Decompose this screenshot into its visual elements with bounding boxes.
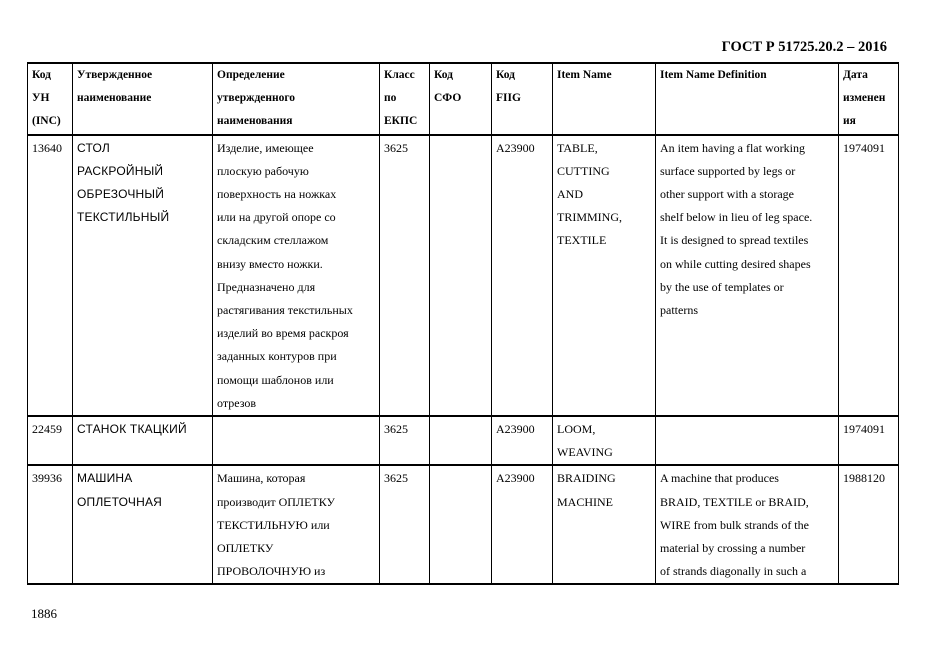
cell-item-name	[553, 465, 656, 584]
cell-line: Изделие, имеющее	[217, 140, 314, 155]
cell-fiig	[492, 135, 553, 416]
cell-line: BRAID, TEXTILE or BRAID,	[660, 494, 809, 509]
cell-class	[380, 465, 430, 584]
cell-line: растягивания текстильных	[217, 303, 353, 318]
cell-item-name	[553, 135, 656, 416]
cell-line: Машина, которая	[217, 471, 306, 486]
cell-fiig	[492, 416, 553, 465]
cell-line: WIRE from bulk strands of the	[660, 517, 809, 532]
cell-date	[839, 416, 899, 465]
column-header-inc	[28, 63, 73, 135]
column-header-approved-name	[73, 63, 213, 135]
cell-line: WEAVING	[557, 445, 613, 460]
cell-value: 13640	[32, 140, 62, 155]
cell-approved-name	[73, 465, 213, 584]
cell-value: 3625	[384, 422, 408, 437]
header-line: утвержденного	[217, 92, 296, 105]
column-header-date	[839, 63, 899, 135]
column-header-definition	[213, 63, 380, 135]
cell-item-definition	[656, 416, 839, 465]
cell-inc	[28, 135, 73, 416]
cell-item-name	[553, 416, 656, 465]
cell-line: изделий во время раскроя	[217, 326, 349, 341]
cell-value: 1974091	[843, 422, 885, 437]
cell-value: A23900	[496, 422, 535, 437]
header-line: по	[384, 92, 397, 105]
cell-line: patterns	[660, 303, 698, 318]
cell-definition	[213, 135, 380, 416]
cell-line: AND	[557, 187, 583, 202]
header-line: СФО	[434, 92, 462, 105]
item-names-table	[27, 62, 899, 585]
header-line: ия	[843, 115, 856, 128]
cell-fiig	[492, 465, 553, 584]
cell-inc	[28, 416, 73, 465]
cell-line: MACHINE	[557, 494, 613, 509]
cell-line: производит ОПЛЕТКУ	[217, 494, 335, 509]
header-line: FIIG	[496, 92, 521, 105]
header-line: Определение	[217, 69, 285, 81]
cell-line: A machine that produces	[660, 471, 779, 486]
header-line: Код	[32, 69, 52, 81]
cell-line: other support with a storage	[660, 187, 794, 202]
cell-line: ОПЛЕТКУ	[217, 541, 274, 556]
table-header-row	[28, 63, 899, 135]
header-line: изменен	[843, 92, 886, 105]
cell-line: ТЕКСТИЛЬНУЮ или	[217, 517, 330, 532]
cell-line: BRAIDING	[557, 471, 616, 486]
cell-line: плоскую рабочую	[217, 163, 309, 178]
cell-line: или на другой опоре со	[217, 210, 336, 225]
cell-line: ОБРЕЗОЧНЫЙ	[77, 187, 165, 202]
cell-line: ОПЛЕТОЧНАЯ	[77, 494, 163, 509]
cell-line: складским стеллажом	[217, 233, 329, 248]
cell-value: 22459	[32, 422, 62, 437]
cell-class	[380, 135, 430, 416]
cell-sfo	[430, 135, 492, 416]
cell-line: ТЕКСТИЛЬНЫЙ	[77, 210, 170, 225]
table-row	[28, 465, 899, 584]
cell-line: СТОЛ	[77, 140, 110, 155]
cell-line: shelf below in lieu of leg space.	[660, 210, 813, 225]
header-line: Дата	[843, 69, 868, 81]
header-line: Код	[496, 69, 516, 81]
cell-line: СТАНОК ТКАЦКИЙ	[77, 422, 187, 437]
cell-approved-name	[73, 135, 213, 416]
cell-line: CUTTING	[557, 163, 610, 178]
page-number: 1886	[31, 606, 57, 621]
cell-value: A23900	[496, 140, 535, 155]
cell-line: of strands diagonally in such a	[660, 564, 807, 579]
cell-line: LOOM,	[557, 422, 596, 437]
header-line: наименование	[77, 92, 152, 105]
cell-line: Предназначено для	[217, 279, 316, 294]
header-line: Класс	[384, 69, 415, 81]
cell-line: TABLE,	[557, 140, 598, 155]
cell-value: 39936	[32, 471, 62, 486]
cell-line: It is designed to spread textiles	[660, 233, 809, 248]
cell-date	[839, 135, 899, 416]
cell-definition	[213, 416, 380, 465]
cell-line: помощи шаблонов или	[217, 372, 334, 387]
cell-date	[839, 465, 899, 584]
header-line: (INC)	[32, 115, 61, 128]
cell-value: 3625	[384, 471, 408, 486]
cell-line: An item having a flat working	[660, 140, 805, 155]
column-header-sfo	[430, 63, 492, 135]
cell-item-definition	[656, 465, 839, 584]
document-standard-header: ГОСТ Р 51725.20.2 – 2016	[721, 39, 887, 55]
cell-line: TRIMMING,	[557, 210, 622, 225]
cell-definition	[213, 465, 380, 584]
cell-line: внизу вместо ножки.	[217, 256, 323, 271]
column-header-item-definition	[656, 63, 839, 135]
header-line: УН	[32, 92, 50, 105]
cell-value: A23900	[496, 471, 535, 486]
column-header-fiig	[492, 63, 553, 135]
cell-line: поверхность на ножках	[217, 187, 337, 202]
cell-line: surface supported by legs or	[660, 163, 796, 178]
cell-sfo	[430, 465, 492, 584]
cell-line: РАСКРОЙНЫЙ	[77, 163, 164, 178]
cell-line: by the use of templates or	[660, 279, 784, 294]
cell-line: material by crossing a number	[660, 541, 806, 556]
cell-value: 1988120	[843, 471, 885, 486]
cell-line: заданных контуров при	[217, 349, 337, 364]
cell-sfo	[430, 416, 492, 465]
cell-line: on while cutting desired shapes	[660, 256, 811, 271]
cell-line: отрезов	[217, 395, 257, 410]
header-line: Код	[434, 69, 454, 81]
header-line: ЕКПС	[384, 115, 418, 128]
cell-inc	[28, 465, 73, 584]
column-header-class	[380, 63, 430, 135]
cell-line: ПРОВОЛОЧНУЮ из	[217, 564, 326, 579]
cell-item-definition	[656, 135, 839, 416]
cell-line: TEXTILE	[557, 233, 607, 248]
cell-value: 3625	[384, 140, 408, 155]
column-header-item-name	[553, 63, 656, 135]
table-row	[28, 416, 899, 465]
header-line: Утвержденное	[77, 69, 153, 81]
cell-approved-name	[73, 416, 213, 465]
header-line: Item Name Definition	[660, 69, 767, 81]
table-row	[28, 135, 899, 416]
cell-class	[380, 416, 430, 465]
cell-line: МАШИНА	[77, 471, 133, 486]
header-line: наименования	[217, 115, 293, 128]
cell-value: 1974091	[843, 140, 885, 155]
header-line: Item Name	[557, 69, 612, 81]
